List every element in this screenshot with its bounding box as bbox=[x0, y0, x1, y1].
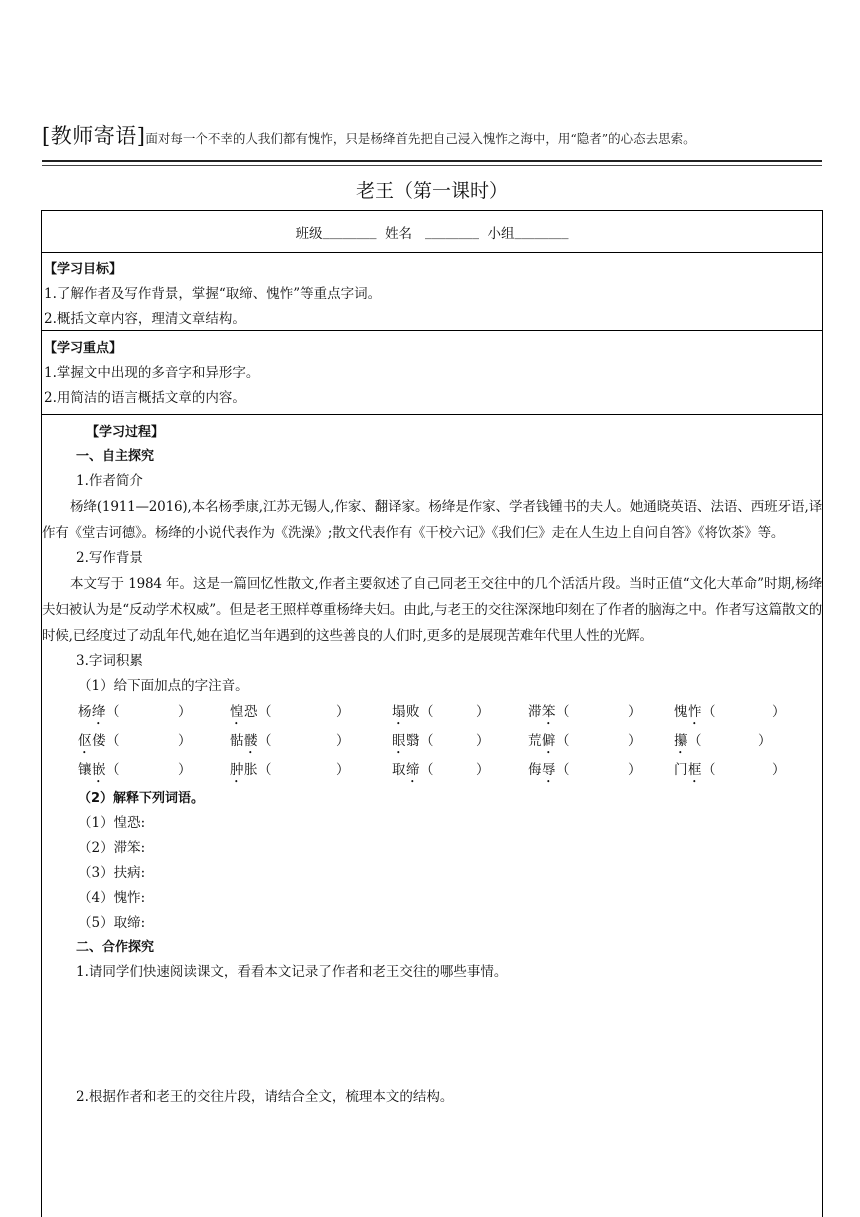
dotted-character: 僻 bbox=[542, 733, 556, 749]
answer-blank[interactable]: （ bbox=[106, 762, 120, 778]
class-info-row bbox=[42, 211, 822, 253]
dotted-character: 笨 bbox=[542, 704, 556, 720]
vocab-word: 眼翳 bbox=[392, 733, 420, 749]
vocab-word: 骷髅 bbox=[230, 733, 258, 749]
dotted-character: 怍 bbox=[688, 704, 702, 720]
vocab-item: 塌败 （ ） bbox=[392, 699, 528, 728]
learning-goal-item: 1.了解作者及写作背景，掌握“取缔、愧怍”等重点字词。 bbox=[44, 286, 382, 302]
answer-blank[interactable]: （ bbox=[258, 704, 272, 720]
answer-blank[interactable]: （ bbox=[556, 733, 570, 749]
vocab-item: 荒僻 （ ） bbox=[528, 728, 674, 757]
vocab-word: 镶嵌 bbox=[78, 762, 106, 778]
dotted-character: 髅 bbox=[244, 733, 258, 749]
dotted-character: 塌 bbox=[392, 704, 406, 720]
name-blank: ________ bbox=[424, 223, 479, 240]
answer-blank[interactable]: （ bbox=[258, 762, 272, 778]
teacher-message bbox=[42, 120, 822, 150]
vocab-item: 伛偻 （ ） bbox=[78, 728, 230, 757]
vocab-item: 杨绛 （ ） bbox=[78, 699, 230, 728]
dotted-character: 辱 bbox=[542, 762, 556, 778]
class-label: 班级 bbox=[295, 225, 323, 242]
background-paragraph: 本文写于 1984 年。这是一篇回忆性散文,作者主要叙述了自己同老王交往中的几个活活片段。当时正值“文化大革命”时期,杨绛夫妇被认为是“反动学术权威”。但是老王照样尊重杨绛夫妇。由此,与老王的交往深深地印刻在了作者的脑海之中。作者写这篇散文的时候,已经度过了动乱年代,她在追忆当年遇到的这些善良的人们时,更多的是展现苦难年代里人性的光辉。 bbox=[42, 576, 822, 644]
answer-blank[interactable]: （ bbox=[702, 762, 716, 778]
vocab-word: 杨绛 bbox=[78, 704, 106, 720]
vocab-item: 愧怍 （ ） bbox=[674, 699, 814, 728]
vocab-word: 取缔 bbox=[392, 762, 420, 778]
vocab-grid bbox=[42, 699, 822, 786]
group-blank: ________ bbox=[514, 223, 569, 240]
worksheet-table bbox=[41, 210, 823, 1217]
vocab-word: 侮辱 bbox=[528, 762, 556, 778]
explain-item: （3）扶病: bbox=[78, 865, 146, 881]
explain-item: （2）滞笨: bbox=[78, 840, 146, 856]
vocab-word: 愧怍 bbox=[674, 704, 702, 720]
vocab-item: 眼翳 （ ） bbox=[392, 728, 528, 757]
answer-blank[interactable]: （ bbox=[688, 733, 702, 749]
vocab-item: 侮辱 （ ） bbox=[528, 757, 674, 786]
vocab-word bbox=[674, 728, 688, 757]
vocab-word: 滞笨 bbox=[528, 704, 556, 720]
learning-focus-section bbox=[42, 331, 822, 415]
teacher-message-tag: [教师寄语] bbox=[42, 124, 146, 148]
learning-process-section bbox=[42, 415, 822, 1110]
dotted-character: 攥 bbox=[674, 733, 688, 749]
answer-blank[interactable]: （ bbox=[420, 704, 434, 720]
learning-focus-item: 1.掌握文中出现的多音字和异形字。 bbox=[44, 365, 260, 381]
vocab-item: 取缔 （ ） bbox=[392, 757, 528, 786]
answer-blank[interactable]: （ bbox=[420, 762, 434, 778]
teacher-message-text: 面对每一个不幸的人我们都有愧怍，只是杨绛首先把自己浸入愧怍之海中，用“隐者”的心态去思索。 bbox=[145, 131, 696, 146]
page-title: 老王（第一课时） bbox=[355, 180, 508, 202]
vocab-item: 镶嵌 （ ） bbox=[78, 757, 230, 786]
learning-focus-item: 2.用简洁的语言概括文章的内容。 bbox=[44, 390, 246, 406]
learning-goals-title: 【学习目标】 bbox=[44, 262, 123, 277]
vocab-word: 门框 bbox=[674, 762, 702, 778]
dotted-character: 缔 bbox=[406, 762, 420, 778]
explain-item: （5）取缔: bbox=[78, 915, 146, 931]
class-blank: ________ bbox=[322, 223, 377, 240]
dotted-character: 惶 bbox=[230, 704, 244, 720]
vocab-word: 塌败 bbox=[392, 704, 420, 720]
author-heading: 1.作者简介 bbox=[76, 473, 143, 489]
dotted-character: 嵌 bbox=[92, 762, 106, 778]
vocab-item: 攥 （ ） bbox=[674, 728, 814, 757]
answer-blank[interactable]: （ bbox=[702, 704, 716, 720]
dotted-character: 框 bbox=[688, 762, 702, 778]
vocab-item: 惶恐 （ ） bbox=[230, 699, 392, 728]
learning-goal-item: 2.概括文章内容，理清文章结构。 bbox=[44, 311, 246, 327]
learning-goals-section bbox=[42, 253, 822, 331]
cooperative-question-1: 1.请同学们快速阅读课文，看看本文记录了作者和老王交往的哪些事情。 bbox=[76, 964, 508, 980]
vocab-word: 荒僻 bbox=[528, 733, 556, 749]
learning-focus-title: 【学习重点】 bbox=[44, 341, 123, 356]
answer-space-1 bbox=[42, 985, 822, 1085]
vocab-question-2: （2）解释下列词语。 bbox=[78, 791, 205, 806]
dotted-character: 肿 bbox=[230, 762, 244, 778]
vocab-item: 肿胀 （ ） bbox=[230, 757, 392, 786]
answer-blank[interactable]: （ bbox=[258, 733, 272, 749]
background-heading: 2.写作背景 bbox=[76, 550, 143, 566]
answer-blank[interactable]: （ bbox=[106, 704, 120, 720]
vocab-word: 肿胀 bbox=[230, 762, 258, 778]
header-rule-thin bbox=[42, 165, 822, 166]
vocab-item: 门框 （ ） bbox=[674, 757, 814, 786]
vocab-row bbox=[42, 699, 822, 728]
dotted-character: 绛 bbox=[92, 704, 106, 720]
explain-item: （1）惶恐: bbox=[78, 815, 146, 831]
answer-blank[interactable]: （ bbox=[556, 762, 570, 778]
vocab-row bbox=[42, 757, 822, 786]
author-paragraph: 杨绛(1911—2016),本名杨季康,江苏无锡人,作家、翻译家。杨绛是作家、学者钱锺书的夫人。她通晓英语、法语、西班牙语,译作有《堂吉诃德》。杨绛的小说代表作为《洗澡》;散文代表作有《干校六记》《我们仨》走在人生边上自问自答》《将饮茶》等。 bbox=[42, 499, 822, 541]
group-label: 小组 bbox=[487, 225, 515, 242]
vocab-word: 惶恐 bbox=[230, 704, 258, 720]
vocab-row bbox=[42, 728, 822, 757]
cooperative-question-2: 2.根据作者和老王的交往片段，请结合全文，梳理本文的结构。 bbox=[76, 1089, 454, 1105]
name-label: 姓名 bbox=[385, 225, 413, 242]
part1-heading: 一、自主探究 bbox=[76, 449, 155, 464]
explain-item: （4）愧怍: bbox=[78, 890, 146, 906]
vocab-heading: 3.字词积累 bbox=[76, 653, 143, 669]
learning-process-title: 【学习过程】 bbox=[86, 425, 165, 440]
part2-heading: 二、合作探究 bbox=[76, 940, 155, 955]
dotted-character: 眼 bbox=[392, 733, 406, 749]
vocab-item: 骷髅 （ ） bbox=[230, 728, 392, 757]
answer-blank[interactable]: （ bbox=[420, 733, 434, 749]
header-rule-thick bbox=[42, 160, 822, 162]
vocab-item: 滞笨 （ ） bbox=[528, 699, 674, 728]
answer-blank[interactable]: （ bbox=[106, 733, 120, 749]
vocab-question-1: （1）给下面加点的字注音。 bbox=[78, 678, 249, 694]
vocab-word: 伛偻 bbox=[78, 733, 106, 749]
dotted-character: 伛 bbox=[78, 733, 92, 749]
answer-blank[interactable]: （ bbox=[556, 704, 570, 720]
